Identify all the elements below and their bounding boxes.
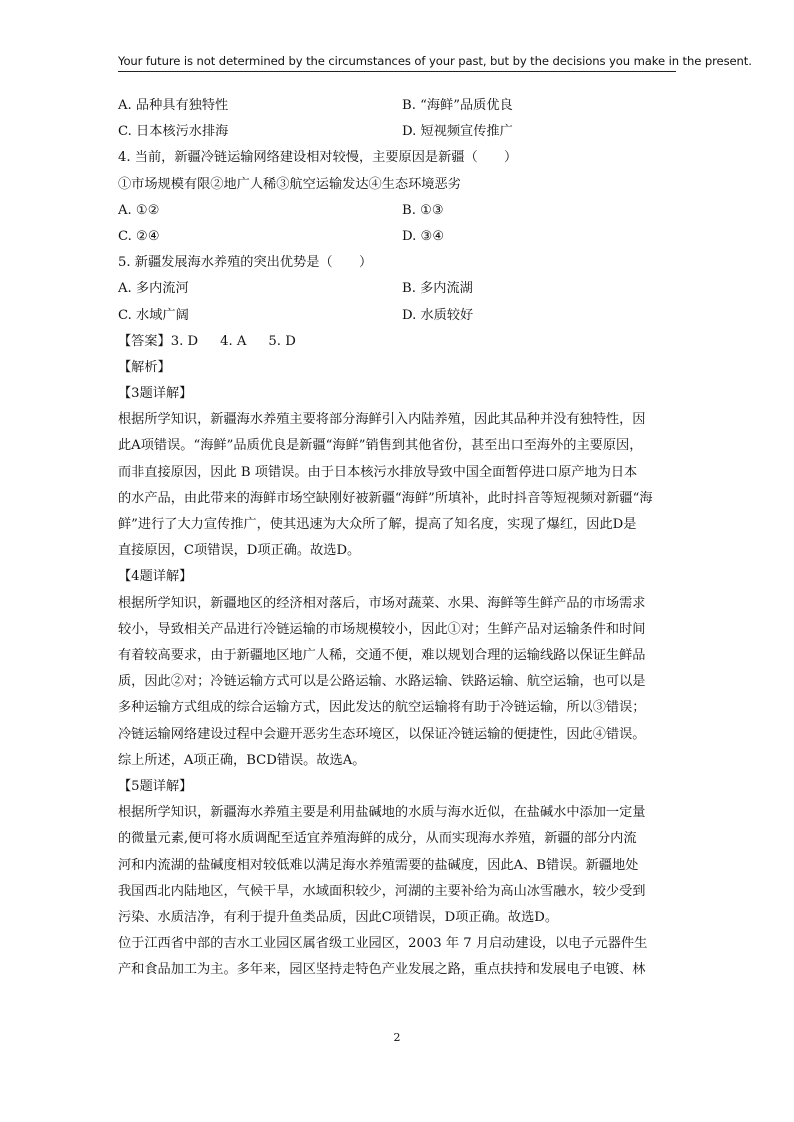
text-line: 综上所述，A项正确，BCD错误。故选A。 (118, 752, 366, 768)
option-b: B. 多内流湖 (402, 281, 473, 297)
text-line: 此A项错误。“海鲜”品质优良是新疆“海鲜”销售到其他省份，甚至出口至海外的主要原因， (118, 438, 643, 454)
q4-options-row-1 (118, 198, 676, 224)
option-b: B. “海鲜”品质优良 (402, 98, 513, 113)
next-material-paragraph (118, 931, 676, 983)
q5-options-row-2 (118, 303, 676, 329)
explanation-heading-q5: 【5题详解】 (118, 779, 193, 795)
text-line: 位于江西省中部的吉水工业园区属省级工业园区，2003 年 7 月启动建设，以电子元器件生 (118, 936, 648, 952)
option-a: A. 多内流河 (118, 281, 189, 297)
answer-heading: 【答案】 (118, 333, 171, 349)
text-line: 的水产品，由此带来的海鲜市场空缺刚好被新疆“海鲜”所填补，此时抖音等短视频对新疆“海 (118, 490, 653, 506)
page-header-motto: Your future is not determined by the circumstances of your past, but by the decisions you make in the present. (118, 54, 676, 72)
explanation-q5 (118, 800, 676, 931)
explanation-heading-q4: 【4题详解】 (118, 569, 193, 585)
q3-options-row-2 (118, 119, 676, 145)
q4-stem: 4. 当前，新疆冷链运输网络建设相对较慢，主要原因是新疆（ ） (118, 150, 518, 166)
text-line: 根据所学知识，新疆地区的经济相对落后，市场对蔬菜、水果、海鲜等生鲜产品的市场需求 (118, 595, 646, 611)
text-line: 产和食品加工为主。多年来，园区坚持走特色产业发展之路，重点扶持和发展电子电镀、林 (118, 962, 646, 978)
q5-stem: 5. 新疆发展海水养殖的突出优势是（ ） (118, 255, 373, 271)
explanation-q4 (118, 591, 676, 774)
text-line: 直接原因，C项错误，D项正确。故选D。 (118, 543, 361, 559)
explanation-q3 (118, 407, 676, 564)
answer-line (118, 329, 676, 355)
option-d: D. 短视频宣传推广 (402, 124, 513, 140)
option-b: B. ①③ (402, 202, 444, 218)
option-c: C. ②④ (118, 228, 160, 244)
option-d: D. ③④ (402, 228, 445, 244)
text-line: 质，因此②对；冷链运输方式可以是公路运输、水路运输、铁路运输、航空运输，也可以是 (118, 674, 646, 690)
text-line: 冷链运输网络建设过程中会避开恶劣生态环境区，以保证冷链运输的便捷性，因此④错误。 (118, 726, 646, 742)
text-line: 较小，导致相关产品进行冷链运输的市场规模较小，因此①对；生鲜产品对运输条件和时间 (118, 621, 646, 637)
text-line: 有着较高要求，由于新疆地区地广人稀，交通不便，难以规划合理的运输线路以保证生鲜品 (118, 648, 646, 664)
q4-options-row-2 (118, 224, 676, 250)
option-c: C. 水域广阔 (118, 307, 189, 323)
answer-item: 3. D (170, 333, 199, 349)
option-d: D. 水质较好 (402, 307, 474, 323)
option-c: C. 日本核污水排海 (118, 124, 229, 140)
explanation-heading-q3: 【3题详解】 (118, 386, 193, 402)
document-body (118, 93, 676, 984)
text-line: 根据所学知识，新疆海水养殖主要将部分海鲜引入内陆养殖，因此其品种并没有独特性，因 (118, 412, 646, 428)
q5-options-row-1 (118, 276, 676, 302)
text-line: 的微量元素,便可将水质调配至适宜养殖海鲜的成分，从而实现海水养殖，新疆的部分内流 (118, 831, 637, 847)
text-line: 我国西北内陆地区，气候干旱，水域面积较少，河湖的主要补给为高山冰雪融水，较少受到 (118, 883, 646, 899)
q3-options-row-1 (118, 93, 676, 119)
text-line: 而非直接原因，因此 B 项错误。由于日本核污水排放导致中国全面暂停进口原产地为日本 (118, 464, 638, 480)
text-line: 河和内流湖的盐碱度相对较低难以满足海水养殖需要的盐碱度，因此A、B错误。新疆地处 (118, 857, 639, 873)
q4-choices: ①市场规模有限②地广人稀③航空运输发达④生态环境恶劣 (118, 176, 461, 192)
analysis-heading: 【解析】 (118, 359, 171, 375)
text-line: 鲜”进行了大力宣传推广，使其迅速为大众所了解，提高了知名度，实现了爆红，因此D是 (118, 517, 637, 533)
text-line: 多种运输方式组成的综合运输方式，因此发达的航空运输将有助于冷链运输，所以③错误； (118, 700, 646, 716)
text-line: 根据所学知识，新疆海水养殖主要是利用盐碱地的水质与海水近似，在盐碱水中添加一定量 (118, 805, 646, 821)
option-a: A. ①② (118, 202, 160, 218)
text-line: 污染、水质洁净，有利于提升鱼类品质，因此C项错误，D项正确。故选D。 (118, 910, 559, 926)
answer-item: 4. A (220, 333, 247, 349)
page-number: 2 (393, 1031, 401, 1044)
answer-item: 5. D (268, 333, 296, 349)
option-a: A. 品种具有独特性 (118, 98, 229, 113)
